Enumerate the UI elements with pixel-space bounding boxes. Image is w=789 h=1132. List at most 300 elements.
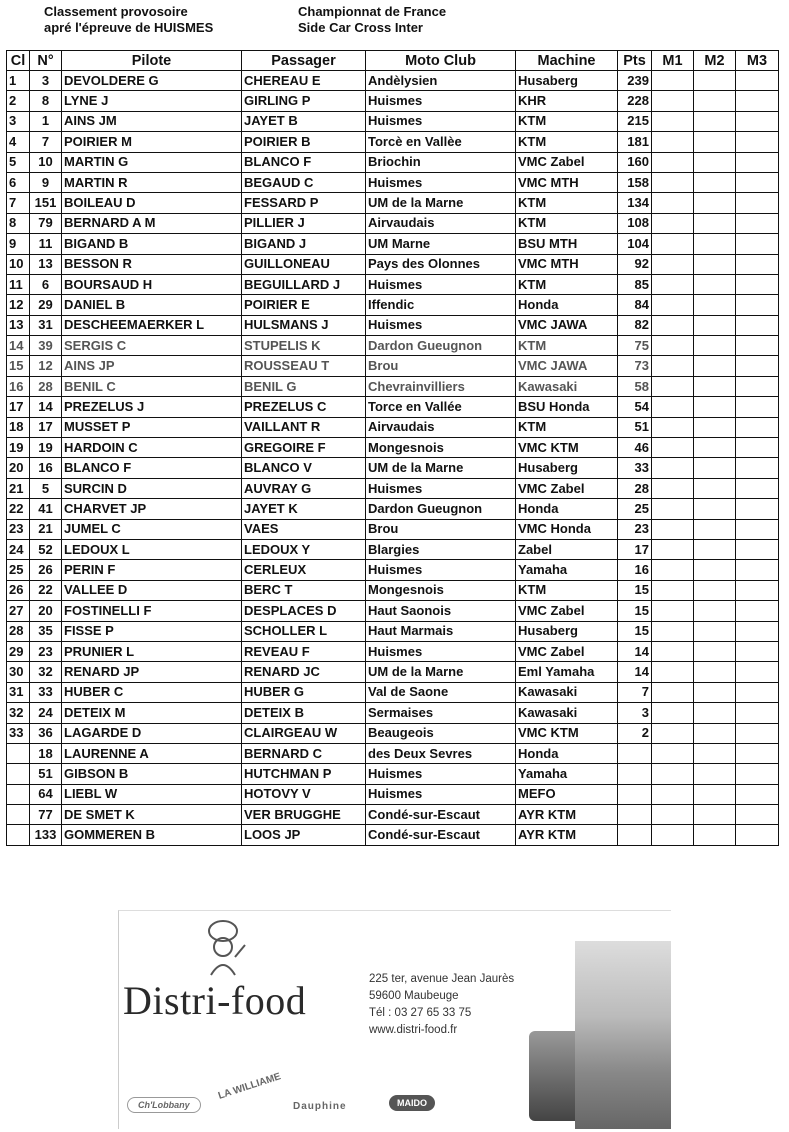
cell-m3 bbox=[736, 356, 779, 376]
cell-cl: 18 bbox=[7, 417, 30, 437]
cell-m3 bbox=[736, 438, 779, 458]
cell-m2 bbox=[694, 743, 736, 763]
cell-pts: 54 bbox=[618, 397, 652, 417]
cell-pilote: FISSE P bbox=[62, 621, 242, 641]
cell-num: 1 bbox=[30, 111, 62, 131]
cell-m2 bbox=[694, 478, 736, 498]
cell-m3 bbox=[736, 601, 779, 621]
cell-cl: 1 bbox=[7, 71, 30, 91]
cell-num: 11 bbox=[30, 234, 62, 254]
column-header: M3 bbox=[736, 51, 779, 71]
cell-passager: BERC T bbox=[242, 580, 366, 600]
cell-m3 bbox=[736, 478, 779, 498]
cell-num: 33 bbox=[30, 682, 62, 702]
cell-m2 bbox=[694, 397, 736, 417]
cell-pilote: BENIL C bbox=[62, 376, 242, 396]
cell-m2 bbox=[694, 784, 736, 804]
cell-machine: AYR KTM bbox=[516, 825, 618, 845]
partner-logo-2: LA WILLIAME bbox=[216, 1071, 283, 1102]
cell-pts: 92 bbox=[618, 254, 652, 274]
cell-passager: CLAIRGEAU W bbox=[242, 723, 366, 743]
cell-m3 bbox=[736, 152, 779, 172]
cell-pts: 2 bbox=[618, 723, 652, 743]
cell-machine: Husaberg bbox=[516, 458, 618, 478]
cell-cl: 9 bbox=[7, 234, 30, 254]
table-row bbox=[7, 519, 779, 539]
cell-m1 bbox=[652, 825, 694, 845]
table-row bbox=[7, 172, 779, 192]
cell-m2 bbox=[694, 417, 736, 437]
cell-num: 79 bbox=[30, 213, 62, 233]
cell-pts: 181 bbox=[618, 132, 652, 152]
cell-pilote: DE SMET K bbox=[62, 805, 242, 825]
cell-cl: 7 bbox=[7, 193, 30, 213]
cell-m3 bbox=[736, 254, 779, 274]
cell-club: Huismes bbox=[366, 478, 516, 498]
cell-pts: 15 bbox=[618, 601, 652, 621]
cell-passager: GREGOIRE F bbox=[242, 438, 366, 458]
cell-pts: 15 bbox=[618, 580, 652, 600]
cell-m2 bbox=[694, 519, 736, 539]
table-row bbox=[7, 356, 779, 376]
cell-passager: VAES bbox=[242, 519, 366, 539]
table-row bbox=[7, 213, 779, 233]
table-row bbox=[7, 417, 779, 437]
cell-club: Huismes bbox=[366, 172, 516, 192]
cell-cl: 4 bbox=[7, 132, 30, 152]
cell-m1 bbox=[652, 805, 694, 825]
cell-m1 bbox=[652, 111, 694, 131]
cell-m3 bbox=[736, 376, 779, 396]
cell-pts: 108 bbox=[618, 213, 652, 233]
cell-num: 29 bbox=[30, 295, 62, 315]
cell-passager: SCHOLLER L bbox=[242, 621, 366, 641]
cell-pts bbox=[618, 805, 652, 825]
cell-passager: GIRLING P bbox=[242, 91, 366, 111]
cell-m3 bbox=[736, 539, 779, 559]
cell-m1 bbox=[652, 71, 694, 91]
cell-machine: Honda bbox=[516, 743, 618, 763]
cell-m1 bbox=[652, 172, 694, 192]
cell-passager: CHEREAU E bbox=[242, 71, 366, 91]
column-header: Machine bbox=[516, 51, 618, 71]
cell-pilote: LAGARDE D bbox=[62, 723, 242, 743]
cell-club: Huismes bbox=[366, 560, 516, 580]
cell-club: Beaugeois bbox=[366, 723, 516, 743]
cell-m3 bbox=[736, 458, 779, 478]
cell-m3 bbox=[736, 641, 779, 661]
cell-m1 bbox=[652, 458, 694, 478]
cell-m1 bbox=[652, 519, 694, 539]
table-row bbox=[7, 254, 779, 274]
cell-m2 bbox=[694, 825, 736, 845]
cell-m1 bbox=[652, 723, 694, 743]
cell-machine: Kawasaki bbox=[516, 376, 618, 396]
cell-cl: 2 bbox=[7, 91, 30, 111]
cell-machine: KTM bbox=[516, 336, 618, 356]
cell-m3 bbox=[736, 315, 779, 335]
cell-pts: 75 bbox=[618, 336, 652, 356]
cell-m3 bbox=[736, 703, 779, 723]
table-row bbox=[7, 438, 779, 458]
cell-m1 bbox=[652, 641, 694, 661]
cell-m1 bbox=[652, 560, 694, 580]
cell-passager: PILLIER J bbox=[242, 213, 366, 233]
cell-pilote: PRUNIER L bbox=[62, 641, 242, 661]
phone: Tél : 03 27 65 33 75 bbox=[369, 1007, 472, 1019]
cell-club: Huismes bbox=[366, 91, 516, 111]
cell-cl: 14 bbox=[7, 336, 30, 356]
cell-machine: KTM bbox=[516, 132, 618, 152]
cell-club: Torcè en Vallèe bbox=[366, 132, 516, 152]
cell-machine: VMC Zabel bbox=[516, 152, 618, 172]
cell-cl: 3 bbox=[7, 111, 30, 131]
cell-pilote: BESSON R bbox=[62, 254, 242, 274]
cell-m1 bbox=[652, 438, 694, 458]
partner-logo-1: Ch'Lobbany bbox=[127, 1097, 201, 1113]
cell-num: 22 bbox=[30, 580, 62, 600]
cell-pts bbox=[618, 825, 652, 845]
cell-machine: VMC Zabel bbox=[516, 478, 618, 498]
cell-m3 bbox=[736, 417, 779, 437]
cell-m2 bbox=[694, 111, 736, 131]
table-row bbox=[7, 743, 779, 763]
cell-num: 31 bbox=[30, 315, 62, 335]
cell-num: 64 bbox=[30, 784, 62, 804]
cell-machine: VMC Zabel bbox=[516, 641, 618, 661]
cell-pilote: DEVOLDERE G bbox=[62, 71, 242, 91]
table-row bbox=[7, 539, 779, 559]
cell-pts: 228 bbox=[618, 91, 652, 111]
cell-m2 bbox=[694, 91, 736, 111]
cell-machine: AYR KTM bbox=[516, 805, 618, 825]
table-body bbox=[7, 71, 779, 846]
cell-m3 bbox=[736, 499, 779, 519]
cell-pts bbox=[618, 784, 652, 804]
column-header: Cl bbox=[7, 51, 30, 71]
cell-cl: 28 bbox=[7, 621, 30, 641]
cell-passager: BIGAND J bbox=[242, 234, 366, 254]
cell-cl: 25 bbox=[7, 560, 30, 580]
cell-machine: Honda bbox=[516, 295, 618, 315]
cell-m2 bbox=[694, 356, 736, 376]
cell-m1 bbox=[652, 91, 694, 111]
cell-m3 bbox=[736, 91, 779, 111]
cell-num: 5 bbox=[30, 478, 62, 498]
cell-num: 17 bbox=[30, 417, 62, 437]
cell-machine: VMC KTM bbox=[516, 438, 618, 458]
cell-pilote: VALLEE D bbox=[62, 580, 242, 600]
cell-passager: LEDOUX Y bbox=[242, 539, 366, 559]
cell-m3 bbox=[736, 805, 779, 825]
cell-pilote: BOURSAUD H bbox=[62, 274, 242, 294]
cell-cl: 26 bbox=[7, 580, 30, 600]
cell-passager: DETEIX B bbox=[242, 703, 366, 723]
cell-m2 bbox=[694, 315, 736, 335]
cell-m2 bbox=[694, 703, 736, 723]
cell-pts: 23 bbox=[618, 519, 652, 539]
cell-passager: FESSARD P bbox=[242, 193, 366, 213]
cell-m1 bbox=[652, 601, 694, 621]
cell-m1 bbox=[652, 662, 694, 682]
cell-m1 bbox=[652, 315, 694, 335]
cell-club: Huismes bbox=[366, 315, 516, 335]
cell-passager: CERLEUX bbox=[242, 560, 366, 580]
cell-machine: VMC JAWA bbox=[516, 315, 618, 335]
cell-m3 bbox=[736, 825, 779, 845]
cell-m1 bbox=[652, 478, 694, 498]
cell-m2 bbox=[694, 376, 736, 396]
table-row bbox=[7, 152, 779, 172]
address-line1: 225 ter, avenue Jean Jaurès bbox=[369, 973, 515, 985]
cell-m3 bbox=[736, 519, 779, 539]
cell-club: Haut Marmais bbox=[366, 621, 516, 641]
cell-m2 bbox=[694, 172, 736, 192]
cell-pilote: CHARVET JP bbox=[62, 499, 242, 519]
cell-num: 151 bbox=[30, 193, 62, 213]
cell-cl: 22 bbox=[7, 499, 30, 519]
cell-m2 bbox=[694, 274, 736, 294]
column-header: M1 bbox=[652, 51, 694, 71]
cell-num: 9 bbox=[30, 172, 62, 192]
cell-m3 bbox=[736, 560, 779, 580]
cell-m3 bbox=[736, 743, 779, 763]
table-row bbox=[7, 295, 779, 315]
cell-pts: 33 bbox=[618, 458, 652, 478]
partner-logo-3: Dauphine bbox=[293, 1101, 347, 1112]
cell-pts: 104 bbox=[618, 234, 652, 254]
table-row bbox=[7, 580, 779, 600]
cell-pilote: LAURENNE A bbox=[62, 743, 242, 763]
cell-cl: 19 bbox=[7, 438, 30, 458]
column-header: M2 bbox=[694, 51, 736, 71]
cell-pts: 17 bbox=[618, 539, 652, 559]
column-header: Pilote bbox=[62, 51, 242, 71]
column-header: N° bbox=[30, 51, 62, 71]
cell-num: 35 bbox=[30, 621, 62, 641]
cell-pts: 134 bbox=[618, 193, 652, 213]
advertisement bbox=[118, 910, 671, 1129]
cell-m1 bbox=[652, 539, 694, 559]
cell-cl bbox=[7, 805, 30, 825]
cell-pilote: MUSSET P bbox=[62, 417, 242, 437]
cell-pilote: LEDOUX L bbox=[62, 539, 242, 559]
cell-num: 7 bbox=[30, 132, 62, 152]
cell-num: 16 bbox=[30, 458, 62, 478]
cell-cl: 8 bbox=[7, 213, 30, 233]
cell-pts: 14 bbox=[618, 641, 652, 661]
cell-passager: BLANCO F bbox=[242, 152, 366, 172]
ranking-table bbox=[6, 50, 779, 846]
cell-machine: VMC JAWA bbox=[516, 356, 618, 376]
cell-pts: 82 bbox=[618, 315, 652, 335]
cell-m1 bbox=[652, 784, 694, 804]
cell-m3 bbox=[736, 172, 779, 192]
cell-m1 bbox=[652, 336, 694, 356]
table-row bbox=[7, 336, 779, 356]
cell-pilote: POIRIER M bbox=[62, 132, 242, 152]
cell-m2 bbox=[694, 152, 736, 172]
cell-num: 13 bbox=[30, 254, 62, 274]
cell-club: Huismes bbox=[366, 784, 516, 804]
cell-club: Haut Saonois bbox=[366, 601, 516, 621]
cell-passager: HUTCHMAN P bbox=[242, 764, 366, 784]
cell-num: 6 bbox=[30, 274, 62, 294]
cell-m3 bbox=[736, 295, 779, 315]
cell-cl: 21 bbox=[7, 478, 30, 498]
cell-club: Brou bbox=[366, 519, 516, 539]
cell-m2 bbox=[694, 805, 736, 825]
cell-machine: VMC MTH bbox=[516, 254, 618, 274]
cell-m1 bbox=[652, 743, 694, 763]
cell-pts: 215 bbox=[618, 111, 652, 131]
cell-num: 14 bbox=[30, 397, 62, 417]
cell-cl: 11 bbox=[7, 274, 30, 294]
cell-machine: BSU MTH bbox=[516, 234, 618, 254]
cell-num: 26 bbox=[30, 560, 62, 580]
cell-num: 18 bbox=[30, 743, 62, 763]
cell-cl: 29 bbox=[7, 641, 30, 661]
cell-machine: Eml Yamaha bbox=[516, 662, 618, 682]
cell-num: 10 bbox=[30, 152, 62, 172]
cell-pilote: HUBER C bbox=[62, 682, 242, 702]
cell-pilote: BOILEAU D bbox=[62, 193, 242, 213]
cell-m2 bbox=[694, 682, 736, 702]
table-row bbox=[7, 703, 779, 723]
cell-club: Airvaudais bbox=[366, 213, 516, 233]
header-left bbox=[44, 4, 213, 36]
cell-pilote: PERIN F bbox=[62, 560, 242, 580]
cell-pilote: AINS JP bbox=[62, 356, 242, 376]
cell-passager: ROUSSEAU T bbox=[242, 356, 366, 376]
cell-pilote: BERNARD A M bbox=[62, 213, 242, 233]
cell-cl: 16 bbox=[7, 376, 30, 396]
table-row bbox=[7, 376, 779, 396]
cell-cl: 27 bbox=[7, 601, 30, 621]
cell-cl: 6 bbox=[7, 172, 30, 192]
cell-m2 bbox=[694, 539, 736, 559]
cell-num: 32 bbox=[30, 662, 62, 682]
table-row bbox=[7, 764, 779, 784]
cell-machine: VMC Honda bbox=[516, 519, 618, 539]
cell-club: Dardon Gueugnon bbox=[366, 336, 516, 356]
cell-machine: KTM bbox=[516, 417, 618, 437]
cell-m3 bbox=[736, 274, 779, 294]
cell-pts: 160 bbox=[618, 152, 652, 172]
cell-m1 bbox=[652, 213, 694, 233]
cell-passager: POIRIER B bbox=[242, 132, 366, 152]
table-row bbox=[7, 601, 779, 621]
cell-club: Mongesnois bbox=[366, 580, 516, 600]
cell-pilote: DESCHEEMAERKER L bbox=[62, 315, 242, 335]
cell-machine: Honda bbox=[516, 499, 618, 519]
table-row bbox=[7, 111, 779, 131]
cell-m2 bbox=[694, 193, 736, 213]
cell-pilote: LYNE J bbox=[62, 91, 242, 111]
cell-m1 bbox=[652, 274, 694, 294]
header-right bbox=[298, 4, 446, 36]
cell-num: 3 bbox=[30, 71, 62, 91]
cell-machine: KTM bbox=[516, 274, 618, 294]
cell-m2 bbox=[694, 580, 736, 600]
table-row bbox=[7, 805, 779, 825]
cell-pts: 46 bbox=[618, 438, 652, 458]
cell-club: UM Marne bbox=[366, 234, 516, 254]
cell-m1 bbox=[652, 295, 694, 315]
cell-machine: Husaberg bbox=[516, 621, 618, 641]
cell-passager: AUVRAY G bbox=[242, 478, 366, 498]
cell-club: Briochin bbox=[366, 152, 516, 172]
cell-m1 bbox=[652, 152, 694, 172]
table-row bbox=[7, 723, 779, 743]
cell-club: UM de la Marne bbox=[366, 458, 516, 478]
cell-machine: Yamaha bbox=[516, 764, 618, 784]
table-row bbox=[7, 682, 779, 702]
cell-passager: HOTOVY V bbox=[242, 784, 366, 804]
cell-passager: JAYET B bbox=[242, 111, 366, 131]
cell-pts: 73 bbox=[618, 356, 652, 376]
cell-m2 bbox=[694, 764, 736, 784]
cell-pilote: SERGIS C bbox=[62, 336, 242, 356]
table-row bbox=[7, 621, 779, 641]
cell-m2 bbox=[694, 254, 736, 274]
cell-passager: GUILLONEAU bbox=[242, 254, 366, 274]
cell-m3 bbox=[736, 723, 779, 743]
cell-pts: 239 bbox=[618, 71, 652, 91]
cell-passager: BEGUILLARD J bbox=[242, 274, 366, 294]
cell-club: Sermaises bbox=[366, 703, 516, 723]
table-row bbox=[7, 499, 779, 519]
table-row bbox=[7, 662, 779, 682]
cell-pilote: FOSTINELLI F bbox=[62, 601, 242, 621]
cell-cl bbox=[7, 764, 30, 784]
table-row bbox=[7, 641, 779, 661]
cell-num: 28 bbox=[30, 376, 62, 396]
cell-m2 bbox=[694, 601, 736, 621]
cell-passager: HUBER G bbox=[242, 682, 366, 702]
cell-pts: 58 bbox=[618, 376, 652, 396]
cell-m3 bbox=[736, 111, 779, 131]
cell-passager: BENIL G bbox=[242, 376, 366, 396]
table-header-row bbox=[7, 51, 779, 71]
cell-machine: KTM bbox=[516, 111, 618, 131]
cell-pilote: BLANCO F bbox=[62, 458, 242, 478]
cell-club: des Deux Sevres bbox=[366, 743, 516, 763]
cell-m1 bbox=[652, 682, 694, 702]
cell-machine: KTM bbox=[516, 580, 618, 600]
cell-cl bbox=[7, 784, 30, 804]
cell-m1 bbox=[652, 234, 694, 254]
header-right-line2: Side Car Cross Inter bbox=[298, 20, 423, 35]
cell-m2 bbox=[694, 71, 736, 91]
cell-cl: 20 bbox=[7, 458, 30, 478]
cell-pilote: BIGAND B bbox=[62, 234, 242, 254]
cell-pilote: GIBSON B bbox=[62, 764, 242, 784]
cell-cl: 32 bbox=[7, 703, 30, 723]
table-row bbox=[7, 825, 779, 845]
cell-m1 bbox=[652, 132, 694, 152]
cell-pilote: MARTIN R bbox=[62, 172, 242, 192]
product-photo bbox=[575, 941, 671, 1129]
cell-club: Iffendic bbox=[366, 295, 516, 315]
cell-machine: KTM bbox=[516, 213, 618, 233]
cell-m1 bbox=[652, 193, 694, 213]
cell-club: Blargies bbox=[366, 539, 516, 559]
cell-club: Condé-sur-Escaut bbox=[366, 805, 516, 825]
cell-m1 bbox=[652, 254, 694, 274]
column-header: Moto Club bbox=[366, 51, 516, 71]
chef-logo-icon bbox=[193, 917, 253, 977]
